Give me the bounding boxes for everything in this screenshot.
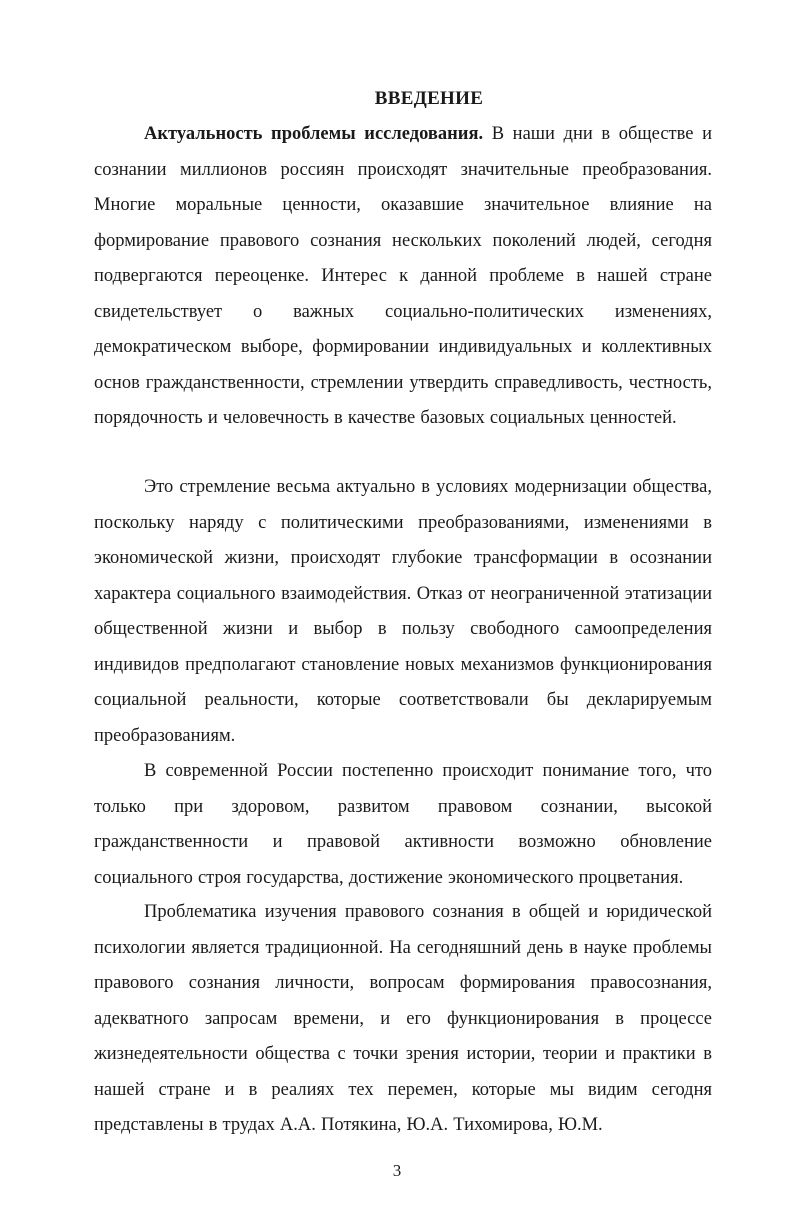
page-number: 3 <box>392 1161 402 1180</box>
paragraph-modernization: Это стремление весьма актуально в условиях модернизации общества, поскольку наряду с политическими преобразованиями, изменениями в экономической жизни, происходят глубокие трансформации в осознании характера социального взаимодействия. Отказ от неограниченной этатизации общественной жизни и выбор в пользу свободного самоопределения индивидов предполагают становление новых механизмов функционирования социальной реальности, которые соответствовали бы декларируемым преобразованиям. <box>94 477 712 746</box>
paragraph-relevance <box>94 117 712 437</box>
paragraph-modern-russia: В современной России постепенно происходит понимание того, что только при здоровом, развитом правовом сознании, высокой гражданственности и правовой активности возможно обновление социального строя государства, достижение экономического процветания. <box>94 761 712 888</box>
section-heading: ВВЕДЕНИЕ <box>374 88 484 109</box>
paragraph-text: В наши дни в обществе и сознании миллионов россиян происходят значительные преобразования. Многие моральные ценности, оказавшие значительное влияние на формирование правового сознания нескольких поколений людей, сегодня подвергаются переоценке. Интерес к данной проблеме в нашей стране свидетельствует о важных социально-политических изменениях, демократическом выборе, формировании индивидуальных и коллективных основ гражданственности, стремлении утвердить справедливость, честность, порядочность и человечность в качестве базовых социальных ценностей. <box>94 124 712 428</box>
paragraph-lead: Актуальность проблемы исследования. <box>144 124 484 144</box>
paragraph-research-problem: Проблематика изучения правового сознания в общей и юридической психологии является традиционной. На сегодняшний день в науке проблемы правового сознания личности, вопросам формирования правосознания, адекватного запросам времени, и его функционирования в процессе жизнедеятельности общества с точки зрения истории, теории и практики в нашей стране и в реалиях тех перемен, которые мы видим сегодня представлены в трудах А.А. Потякина, Ю.А. Тихомирова, Ю.М. <box>94 902 712 1135</box>
